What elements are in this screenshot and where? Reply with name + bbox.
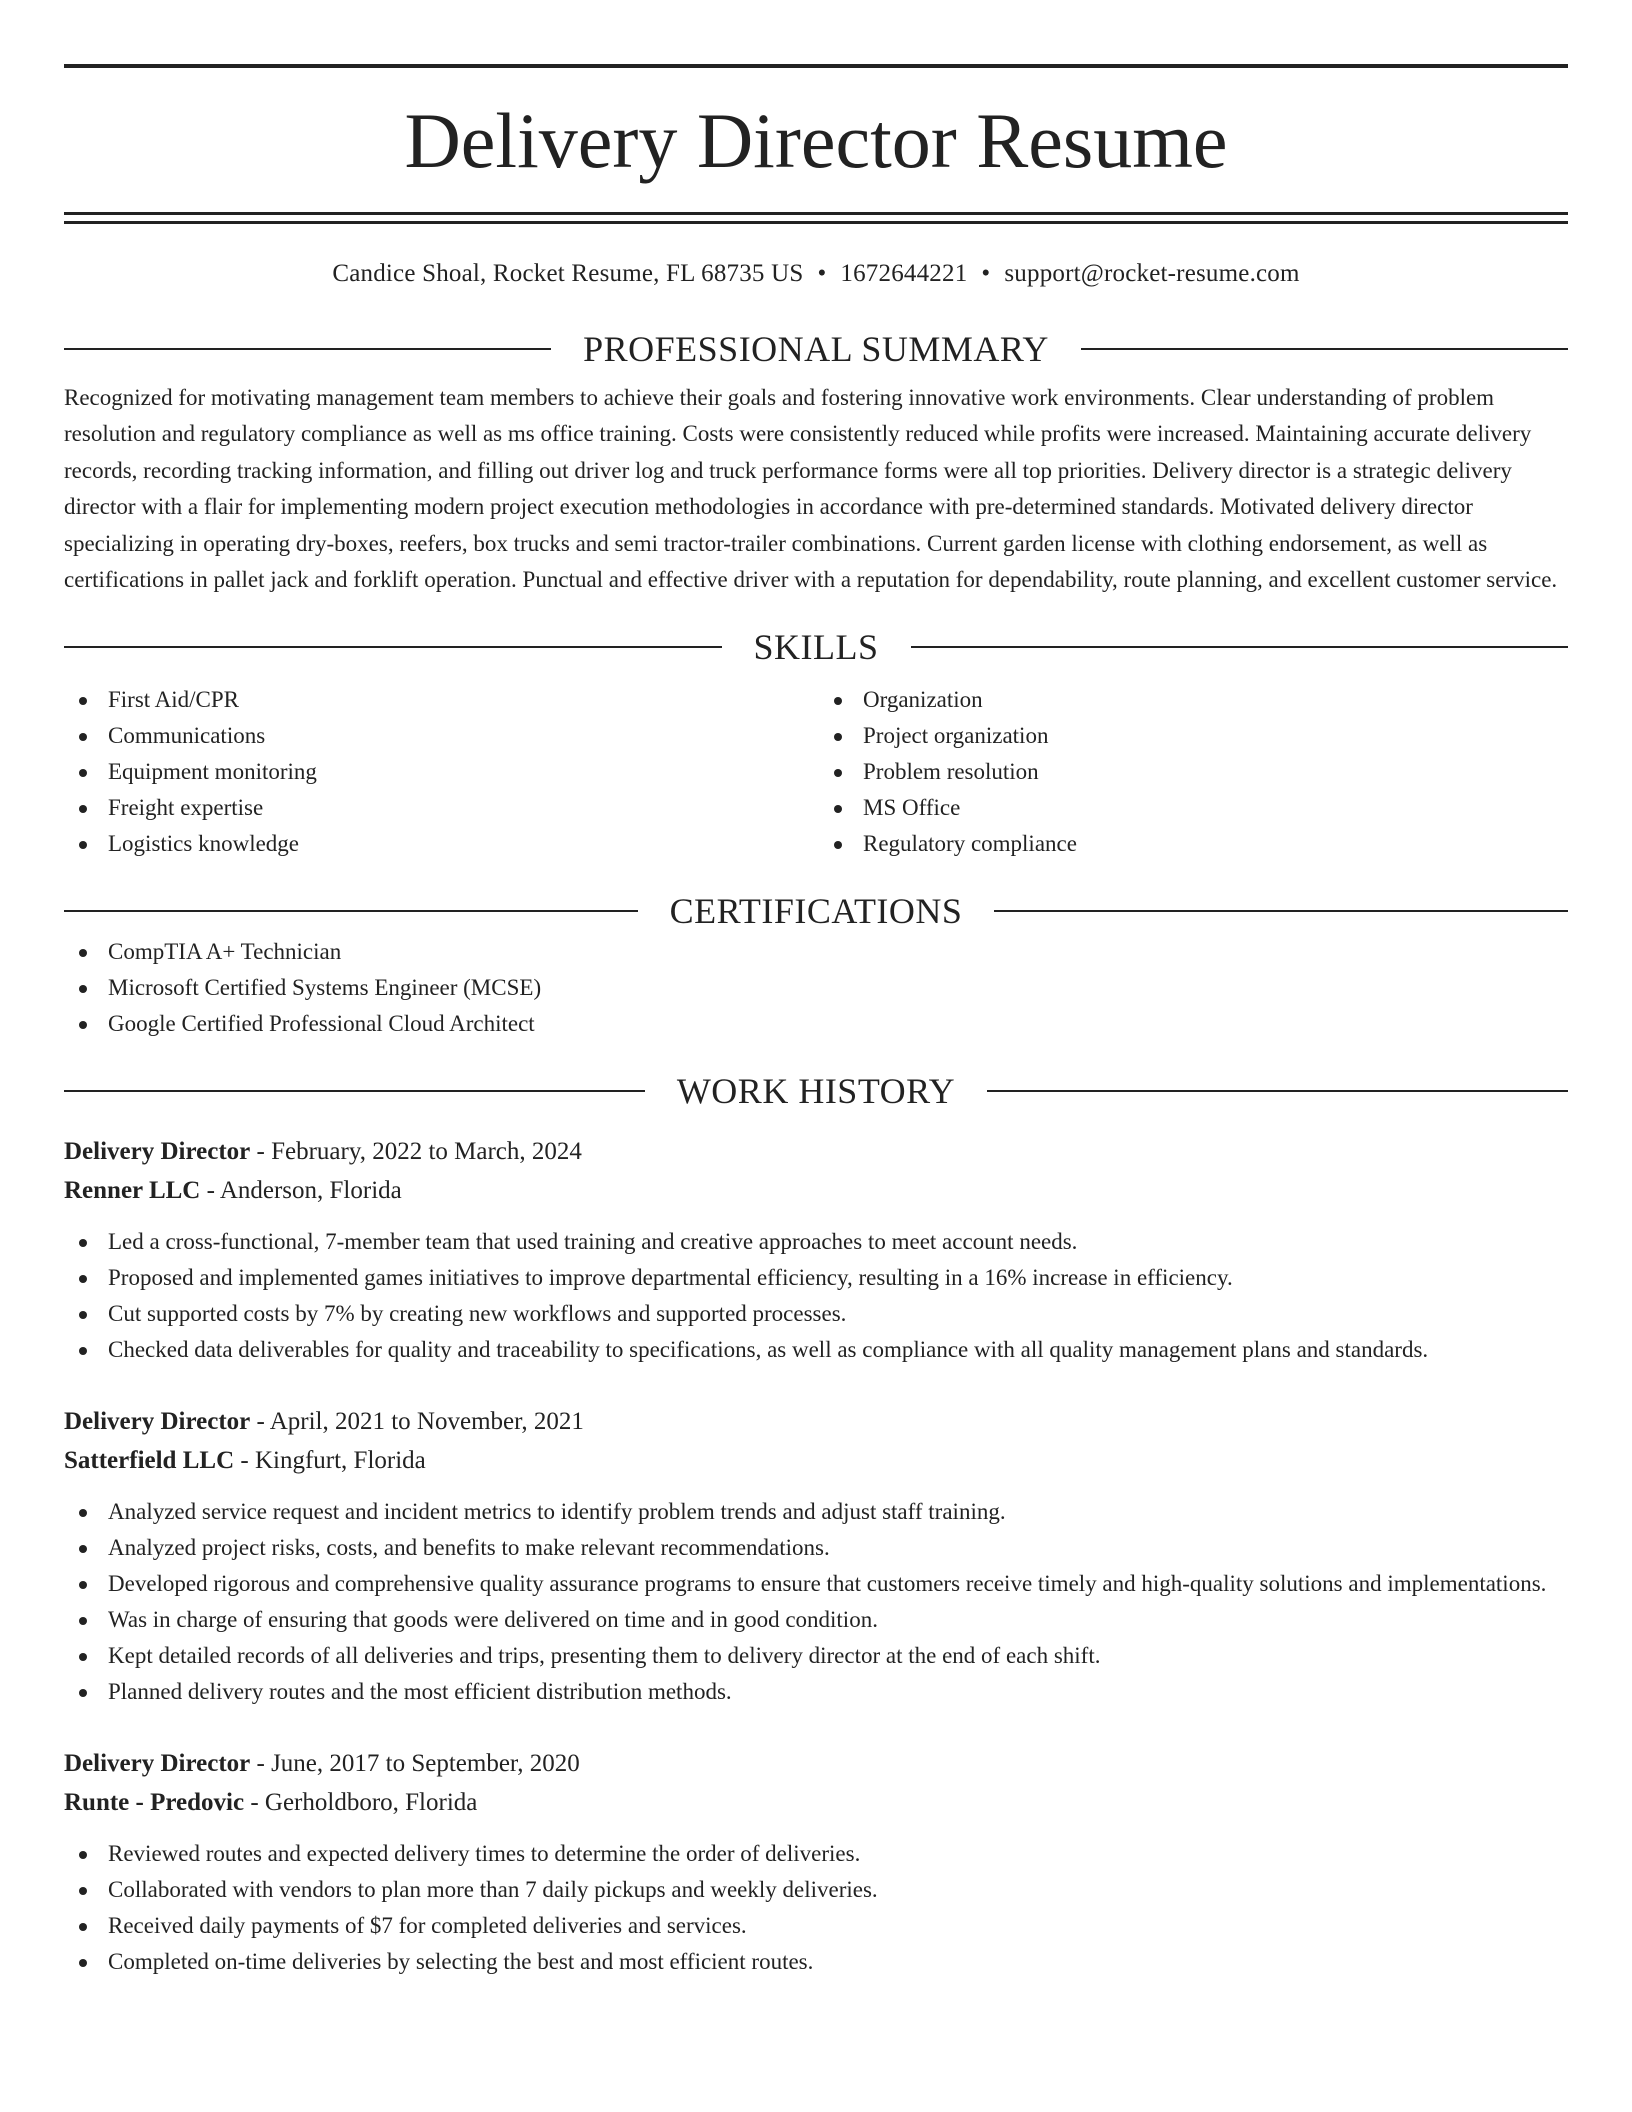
certification-item: Microsoft Certified Systems Engineer (MCSE) [64, 970, 1568, 1006]
job-title-line: Delivery Director - February, 2022 to March, 2024 [64, 1138, 582, 1166]
job-bullet: Collaborated with vendors to plan more than 7 daily pickups and weekly deliveries. [64, 1872, 1568, 1908]
contact-separator: • [981, 260, 991, 287]
job-company: Runte - Predovic [64, 1789, 245, 1817]
section-title-work: WORK HISTORY [676, 1071, 956, 1112]
section-header-skills [64, 624, 1568, 670]
job-bullet: Led a cross-functional, 7-member team that used training and creative approaches to meet account needs. [64, 1224, 1568, 1260]
job-bullet: Cut supported costs by 7% by creating new workflows and supported processes. [64, 1296, 1568, 1332]
professional-summary: Recognized for motivating management team members to achieve their goals and fostering innovative work environments. Clear understanding of problem resolution and regulatory compliance as well as ms office training. Costs were consistently reduced while profits were increased. Maintaining accurate delivery records, recording tracking information, and filling out driver log and truck performance forms were all top priorities. Delivery director is a strategic delivery director with a flair for implementing modern project execution methodologies in accordance with pre-determined standards. Motivated delivery director specializing in operating dry-boxes, reefers, box trucks and semi tractor-trailer combinations. Current garden license with clothing endorsement, as well as certifications in pallet jack and forklift operation. Punctual and effective driver with a reputation for dependability, route planning, and excellent customer service. [64, 385, 1558, 593]
job-entry [64, 1744, 1568, 1980]
job-title: Delivery Director [64, 1750, 251, 1778]
contact-email[interactable]: support@rocket-resume.com [1004, 260, 1300, 287]
job-title-line: Delivery Director - April, 2021 to November, 2021 [64, 1408, 584, 1436]
job-company-line: Satterfield LLC - Kingfurt, Florida [64, 1447, 426, 1475]
skill-item: Freight expertise [64, 790, 813, 826]
job-bullet: Checked data deliverables for quality and traceability to specifications, as well as compliance with all quality management plans and standards. [64, 1332, 1568, 1368]
job-entry [64, 1402, 1568, 1710]
job-bullet: Analyzed service request and incident metrics to identify problem trends and adjust staff training. [64, 1494, 1568, 1530]
skills-column-right [813, 682, 1568, 862]
skills-list [64, 682, 1568, 862]
section-rule [64, 1090, 645, 1092]
job-bullet: Received daily payments of $7 for completed deliveries and services. [64, 1908, 1568, 1944]
job-bullet: Planned delivery routes and the most efficient distribution methods. [64, 1674, 1568, 1710]
skill-item: Organization [819, 682, 1568, 718]
skill-item: Equipment monitoring [64, 754, 813, 790]
section-rule [1081, 348, 1568, 350]
job-location: Anderson, Florida [219, 1177, 402, 1205]
job-dates: June, 2017 to September, 2020 [271, 1750, 580, 1778]
section-rule [987, 1090, 1568, 1092]
title-rule-1 [64, 212, 1568, 215]
job-company: Satterfield LLC [64, 1447, 235, 1475]
job-title-line: Delivery Director - June, 2017 to September, 2020 [64, 1750, 580, 1778]
job-bullet: Analyzed project risks, costs, and benefits to make relevant recommendations. [64, 1530, 1568, 1566]
job-bullet: Kept detailed records of all deliveries and trips, presenting them to delivery director at the end of each shift. [64, 1638, 1568, 1674]
section-title-skills: SKILLS [753, 627, 879, 668]
job-bullets [64, 1224, 1568, 1368]
section-header-certifications [64, 888, 1568, 934]
contact-address: Candice Shoal, Rocket Resume, FL 68735 US [332, 260, 804, 287]
job-company-line: Runte - Predovic - Gerholdboro, Florida [64, 1789, 478, 1817]
title-rule-2 [64, 221, 1568, 224]
skill-item: Project organization [819, 718, 1568, 754]
section-header-work [64, 1068, 1568, 1114]
job-bullet: Proposed and implemented games initiatives to improve departmental efficiency, resulting in a 16% increase in efficiency. [64, 1260, 1568, 1296]
job-entry [64, 1132, 1568, 1368]
skill-item: Problem resolution [819, 754, 1568, 790]
section-header-summary [64, 326, 1568, 372]
job-company: Renner LLC [64, 1177, 201, 1205]
job-dates: February, 2022 to March, 2024 [271, 1138, 582, 1166]
top-rule [64, 64, 1568, 68]
section-rule [64, 646, 722, 648]
section-rule [64, 910, 638, 912]
job-title: Delivery Director [64, 1408, 251, 1436]
section-rule [994, 910, 1568, 912]
job-bullet: Reviewed routes and expected delivery times to determine the order of deliveries. [64, 1836, 1568, 1872]
skill-item: MS Office [819, 790, 1568, 826]
job-title: Delivery Director [64, 1138, 251, 1166]
job-company-line: Renner LLC - Anderson, Florida [64, 1177, 402, 1205]
skill-item: Logistics knowledge [64, 826, 813, 862]
skill-item: Communications [64, 718, 813, 754]
resume-page [64, 64, 1568, 1980]
section-title-summary: PROFESSIONAL SUMMARY [583, 329, 1049, 369]
section-rule [911, 646, 1569, 648]
job-bullets [64, 1494, 1568, 1710]
job-bullet: Completed on-time deliveries by selecting the best and most efficient routes. [64, 1944, 1568, 1980]
section-title-certifications: CERTIFICATIONS [669, 891, 963, 932]
job-location: Gerholdboro, Florida [264, 1789, 478, 1817]
job-bullet: Developed rigorous and comprehensive quality assurance programs to ensure that customers receive timely and high-quality solutions and implementations. [64, 1566, 1568, 1602]
certifications-list [64, 934, 1568, 1042]
skills-column-left [64, 682, 813, 862]
contact-line [64, 260, 1568, 300]
job-bullets [64, 1836, 1568, 1980]
job-bullet: Was in charge of ensuring that goods were delivered on time and in good condition. [64, 1602, 1568, 1638]
contact-separator: • [817, 260, 827, 287]
job-location: Kingfurt, Florida [254, 1447, 426, 1475]
skill-item: Regulatory compliance [819, 826, 1568, 862]
certification-item: CompTIA A+ Technician [64, 934, 1568, 970]
skill-item: First Aid/CPR [64, 682, 813, 718]
work-history [64, 1132, 1568, 1980]
section-rule [64, 348, 551, 350]
page-title: Delivery Director Resume [404, 97, 1228, 184]
certification-item: Google Certified Professional Cloud Architect [64, 1006, 1568, 1042]
contact-phone: 1672644221 [840, 260, 968, 287]
job-dates: April, 2021 to November, 2021 [269, 1408, 584, 1436]
